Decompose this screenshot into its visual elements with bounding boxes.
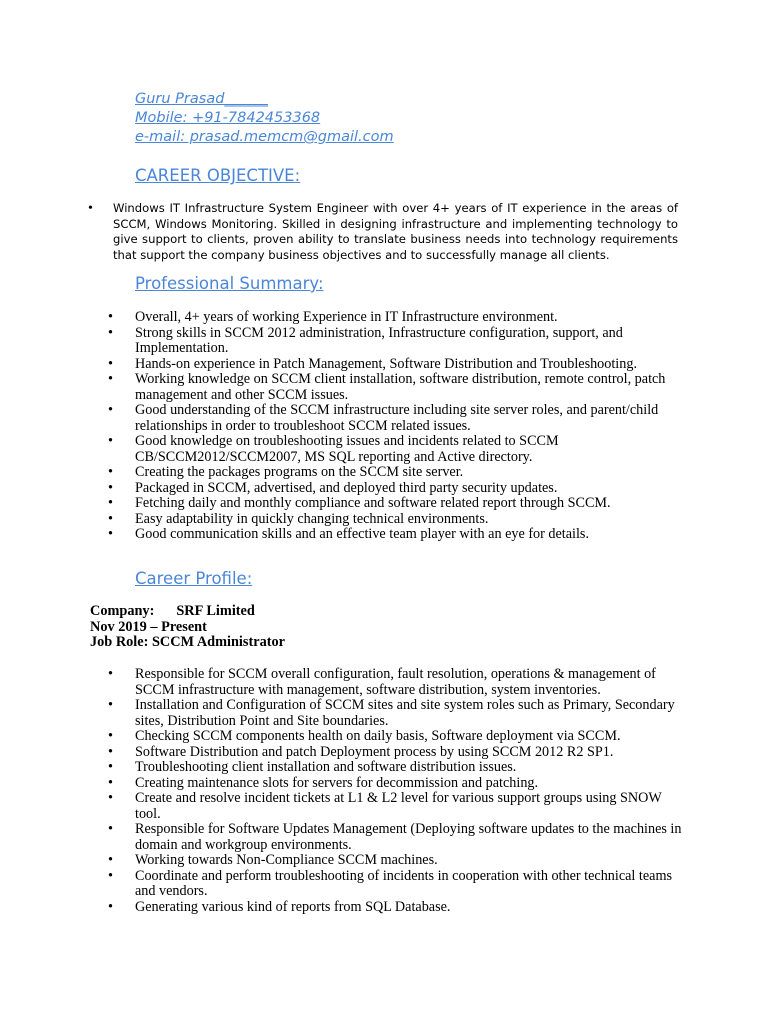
career-objective-text: Windows IT Infrastructure System Engineer with over 4+ years of IT experience in the areas of SCCM, Windows Monitoring. Skilled in designing infrastructure and implementing technology to give support to clients, proven ability to translate business needs into technology requirements that support the company business objectives and to successfully manage all clients. bbox=[113, 201, 678, 262]
employment-period: Nov 2019 – Present bbox=[90, 618, 207, 635]
list-item: • Good understanding of the SCCM infrastructure including site server roles, and parent/child relationships in order to troubleshoot SCCM related issues. bbox=[108, 403, 683, 434]
list-item: • Working towards Non-Compliance SCCM machines. bbox=[108, 853, 683, 869]
list-item: • Software Distribution and patch Deployment process by using SCCM 2012 R2 SP1. bbox=[108, 745, 683, 761]
professional-summary-heading: Professional Summary: bbox=[135, 274, 324, 293]
job-header bbox=[90, 604, 285, 651]
bullet-icon: • bbox=[88, 201, 93, 216]
list-item: • Responsible for SCCM overall configuration, fault resolution, operations & management of SCCM infrastructure with management, software distribution, system inventories. bbox=[108, 667, 683, 698]
job-role: Job Role: SCCM Administrator bbox=[90, 634, 285, 651]
company-label: Company: bbox=[90, 603, 155, 619]
list-item: • Troubleshooting client installation and software distribution issues. bbox=[108, 760, 683, 776]
list-item: • Working knowledge on SCCM client installation, software distribution, remote control, patch management and other SCCM issues. bbox=[108, 372, 683, 403]
list-item: • Good communication skills and an effective team player with an eye for details. bbox=[108, 527, 683, 543]
list-item: • Coordinate and perform troubleshooting of incidents in cooperation with other technical teams and vendors. bbox=[108, 869, 683, 900]
career-profile-heading: Career Profile: bbox=[135, 569, 253, 588]
list-item: • Hands-on experience in Patch Management, Software Distribution and Troubleshooting. bbox=[108, 357, 683, 373]
contact-block bbox=[135, 90, 394, 147]
email-link[interactable]: e-mail: prasad.memcm@gmail.com bbox=[135, 129, 394, 145]
company-name: SRF Limited bbox=[176, 603, 255, 619]
mobile-link[interactable]: Mobile: +91-7842453368 bbox=[135, 110, 321, 126]
list-item: • Create and resolve incident tickets at L1 & L2 level for various support groups using SNOW tool. bbox=[108, 791, 683, 822]
list-item: • Good knowledge on troubleshooting issues and incidents related to SCCM CB/SCCM2012/SCCM2007, MS SQL reporting and Active directory. bbox=[108, 434, 683, 465]
list-item: • Responsible for Software Updates Management (Deploying software updates to the machines in domain and workgroup environments. bbox=[108, 822, 683, 853]
professional-summary-list bbox=[108, 310, 683, 543]
list-item: • Overall, 4+ years of working Experience in IT Infrastructure environment. bbox=[108, 310, 683, 326]
list-item: • Strong skills in SCCM 2012 administration, Infrastructure configuration, support, and Implementation. bbox=[108, 326, 683, 357]
career-profile-list bbox=[108, 667, 683, 915]
list-item: • Creating the packages programs on the SCCM site server. bbox=[108, 465, 683, 481]
list-item: • Fetching daily and monthly compliance and software related report through SCCM. bbox=[108, 496, 683, 512]
list-item: • Creating maintenance slots for servers for decommission and patching. bbox=[108, 776, 683, 792]
list-item: • Generating various kind of reports from SQL Database. bbox=[108, 900, 683, 916]
list-item: • Packaged in SCCM, advertised, and deployed third party security updates. bbox=[108, 481, 683, 497]
list-item: • Installation and Configuration of SCCM sites and site system roles such as Primary, Secondary sites, Distribution Point and Site boundaries. bbox=[108, 698, 683, 729]
career-objective-section bbox=[88, 201, 678, 263]
list-item: • Easy adaptability in quickly changing technical environments. bbox=[108, 512, 683, 528]
career-objective-heading: CAREER OBJECTIVE: bbox=[135, 166, 301, 185]
list-item: • Checking SCCM components health on daily basis, Software deployment via SCCM. bbox=[108, 729, 683, 745]
candidate-name: Guru Prasad______ bbox=[135, 91, 268, 107]
